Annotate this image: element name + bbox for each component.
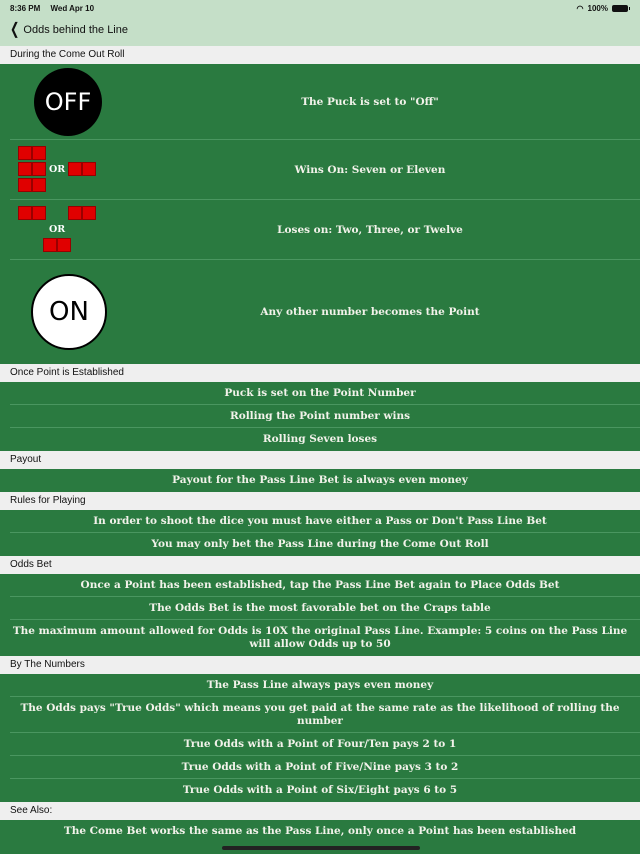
list-item: The Odds Bet is the most favorable bet on the Craps table [0,597,640,620]
list-item-wins [0,140,640,200]
row-text: Any other number becomes the Point [260,305,480,318]
dice-two-three-twelve-icon: OR [18,206,98,256]
list-item: In order to shoot the dice you must have either a Pass or Don't Pass Line Bet [0,510,640,533]
chevron-left-icon: ❮ [10,21,20,38]
status-bar-left [10,4,102,13]
section-header-odds: Odds Bet [0,556,640,574]
content-list[interactable] [0,46,640,843]
puck-on-icon: ON [31,274,107,350]
row-text: Wins On: Seven or Eleven [294,163,446,176]
list-item-puck-on [0,260,640,364]
back-button[interactable] [8,22,128,38]
list-item: The Odds pays "True Odds" which means you get paid at the same rate as the likelihood of rolling the number [0,697,640,733]
list-item: True Odds with a Point of Six/Eight pays 6 to 5 [0,779,640,802]
home-indicator[interactable] [222,846,420,850]
section-header-payout: Payout [0,451,640,469]
row-text: Loses on: Two, Three, or Twelve [277,223,463,236]
list-item: You may only bet the Pass Line during the Come Out Roll [0,533,640,556]
list-item: True Odds with a Point of Five/Nine pays 3 to 2 [0,756,640,779]
list-item: The maximum amount allowed for Odds is 10X the original Pass Line. Example: 5 coins on the Pass Line will allow Odds up to 50 [0,620,640,656]
dice-seven-eleven-icon: OR [18,146,98,196]
list-item: Once a Point has been established, tap the Pass Line Bet again to Place Odds Bet [0,574,640,597]
list-item: Rolling the Point number wins [0,405,640,428]
row-text: The Puck is set to "Off" [301,95,439,108]
status-bar-right [577,4,628,13]
list-item: The Pass Line always pays even money [0,674,640,697]
list-item: Payout for the Pass Line Bet is always even money [0,469,640,492]
section-header-come-out: During the Come Out Roll [0,46,640,64]
top-bar [0,0,640,46]
list-item: Puck is set on the Point Number [0,382,640,405]
battery-percent: 100% [587,4,608,13]
section-header-rules: Rules for Playing [0,492,640,510]
section-header-numbers: By The Numbers [0,656,640,674]
section-header-point: Once Point is Established [0,364,640,382]
wifi-icon: ◠ [576,4,584,13]
back-title: Odds behind the Line [23,24,128,36]
list-item: The Come Bet works the same as the Pass Line, only once a Point has been established [0,820,640,843]
status-time: 8:36 PM [10,4,41,13]
list-item-puck-off [0,64,640,140]
puck-off-icon: OFF [34,68,102,136]
list-item: Rolling Seven loses [0,428,640,451]
section-header-see-also: See Also: [0,802,640,820]
battery-icon [612,5,628,12]
status-date: Wed Apr 10 [50,4,95,13]
list-item: True Odds with a Point of Four/Ten pays 2 to 1 [0,733,640,756]
list-item-loses [0,200,640,260]
